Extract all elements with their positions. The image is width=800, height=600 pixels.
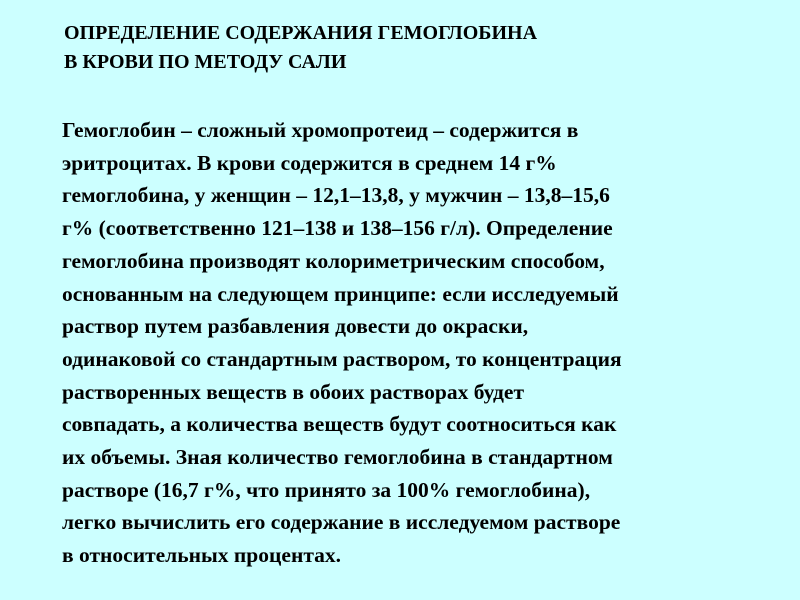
body-line: г% (соответственно 121–138 и 138–156 г/л). Определение [62,216,613,241]
body-line: раствор путем разбавления довести до окраски, [62,314,529,339]
body-line: одинаковой со стандартным раствором, то концентрация [62,346,622,371]
body-line: легко вычислить его содержание в исследуемом растворе [62,510,621,535]
slide-title [64,19,764,77]
title-line-1: ОПРЕДЕЛЕНИЕ СОДЕРЖАНИЯ ГЕМОГЛОБИНА [64,22,538,44]
body-line: эритроцитах. В крови содержится в среднем 14 г% [62,150,557,175]
body-line: растворе (16,7 г%, что принято за 100% гемоглобина), [62,477,591,502]
body-line: растворенных веществ в обоих растворах будет [62,379,525,404]
title-line-2: В КРОВИ ПО МЕТОДУ САЛИ [64,51,347,73]
body-line: основанным на следующем принципе: если исследуемый [62,281,619,306]
body-line: Гемоглобин – сложный хромопротеид – содержится в [62,118,579,142]
body-paragraph [62,114,762,572]
body-line: гемоглобина производят колориметрическим способом, [62,248,605,273]
body-line: в относительных процентах. [62,543,342,568]
body-line: гемоглобина, у женщин – 12,1–13,8, у мужчин – 13,8–15,6 [62,183,610,208]
body-line: совпадать, а количества веществ будут соотноситься как [62,412,617,437]
body-line: их объемы. Зная количество гемоглобина в стандартном [62,445,613,470]
